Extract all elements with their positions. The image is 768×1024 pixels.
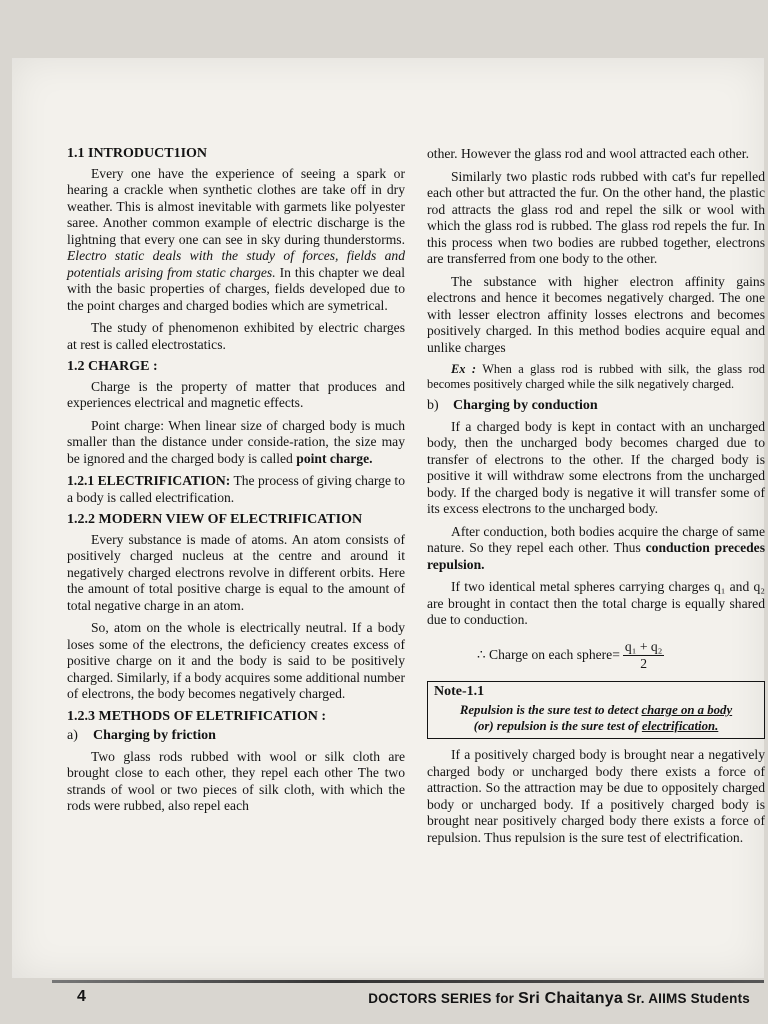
- point-charge-text: When linear size of charged body is much smaller than the distance under conside-ration, the size may be ignored and the charged body is called: [67, 417, 405, 466]
- note-line1-emphasis: charge on a body: [641, 703, 733, 717]
- right-column: [427, 146, 765, 852]
- attraction-repulsion-paragraph: If a positively charged body is brought near a negatively charged body or uncharged body there exists a force of attraction. So the attraction may be due to oppositely charged body or uncharged body. If a positively charged body is brought near positively charged body there exists a force of repulsion. Thus repulsion is the sure test of electrification.: [427, 747, 765, 845]
- electron-affinity-paragraph: The substance with higher electron affinity gains electrons and hence it becomes negatively charged. The one with lesser electron affinity losses electrons and becomes positively charged. In this method bodies acquire equal and unlike charges: [427, 273, 765, 355]
- intro-definition: Electro static deals with the study of forces, fields and potentials arising from static charges.: [67, 248, 405, 280]
- conduction-title: Charging by conduction: [453, 398, 598, 413]
- conduction-paragraph-1: If a charged body is kept in contact with an uncharged body, then the uncharged body becomes charged due to transfer of electrons to the other. If the charged body is positive it will withdraw some electrons from the uncharged body. If the charged body is negative it will transfer some of its excess electrons to the uncharged body.: [427, 418, 765, 516]
- formula-label: ∴ Charge on each sphere=: [477, 647, 620, 663]
- footer-rule: [52, 980, 764, 983]
- section-heading-electrification: 1.2.1 ELECTRIFICATION:: [67, 473, 231, 488]
- example-text: When a glass rod is rubbed with silk, the glass rod becomes positively charged while the silk negatively charged.: [427, 362, 765, 391]
- formula-denominator: 2: [640, 656, 648, 671]
- section-heading-introduction: 1.1 INTRODUCT1ION: [67, 146, 208, 161]
- charge-definition: Charge is the property of matter that produces and experiences electrical and magnetic effects.: [67, 378, 405, 410]
- electrostatics-definition: The study of phenomenon exhibited by electric charges at rest is called electrostatics.: [67, 320, 405, 352]
- electrification-paragraph: [67, 473, 405, 506]
- footer-series-suffix: Sr. AIIMS Students: [626, 991, 750, 1006]
- conduction-marker: b): [427, 398, 439, 413]
- document-page: [12, 58, 765, 1007]
- section-heading-modern-view: 1.2.2 MODERN VIEW OF ELECTRIFICATION: [67, 512, 363, 527]
- modern-view-paragraph-1: Every substance is made of atoms. An atom consists of positively charged nucleus at the centre and around it negatively charged electrons revolve in different orbits. Here the amount of total positive charge is equal to the amount of total negative charge in an atom.: [67, 531, 405, 613]
- left-column: [67, 146, 405, 821]
- friction-title: Charging by friction: [93, 728, 216, 743]
- page-number: 4: [77, 988, 86, 1005]
- electrification-text: The process of giving charge to a body is called electrification.: [67, 473, 405, 505]
- formula-numerator: q₁ + q₂: [623, 639, 665, 657]
- conduction-keyword: conduction precedes repulsion.: [427, 540, 765, 572]
- friction-marker: a): [67, 728, 78, 743]
- formula-fraction: [623, 639, 665, 673]
- section-heading-charge: 1.2 CHARGE :: [67, 359, 158, 374]
- note-body: [434, 702, 758, 734]
- note-title: Note-1.1: [434, 683, 485, 699]
- note-line1-text: Repulsion is the sure test to detect: [459, 703, 639, 717]
- spheres-paragraph: If two identical metal spheres carrying charges q₁ and q₂ are brought in contact then the total charge is equally shared due to conduction.: [427, 579, 765, 627]
- footer-series: [368, 990, 750, 1008]
- intro-text-b: In this chapter we deal with the basic properties of charges, fields developed due to the point charges and charged bodies which are symetrical.: [67, 264, 405, 313]
- friction-paragraph: Two glass rods rubbed with wool or silk cloth are brought close to each other, they repel each other The two strands of wool or two pieces of silk cloth, with which the rods were rubbed, also repel each: [67, 748, 405, 813]
- conduction-text: After conduction, both bodies acquire the charge of same nature. So they repel each other. Thus: [427, 523, 765, 555]
- subheading-friction: [67, 728, 405, 745]
- point-charge-keyword: point charge.: [296, 450, 373, 466]
- continuation-paragraph: other. However the glass rod and wool attracted each other.: [427, 146, 749, 161]
- charge-formula: [477, 639, 765, 673]
- note-box: [427, 681, 765, 740]
- section-heading-methods: 1.2.3 METHODS OF ELETRIFICATION :: [67, 708, 327, 724]
- point-charge-paragraph: [67, 418, 405, 468]
- intro-paragraph: [67, 166, 405, 315]
- footer-brand: Sri Chaitanya: [518, 990, 623, 1007]
- plastic-rod-paragraph: Similarly two plastic rods rubbed with cat's fur repelled each other but attracted the fur. On the other hand, the plastic rod attracts the glass rod and repel the silk or wool with which the glass rod is rubbed. The glass rod repels the fur. In this process when two bodies are rubbed together, electrons are transferred from one body to the other.: [427, 168, 765, 266]
- example-paragraph: [427, 362, 765, 392]
- point-charge-label: Point charge:: [91, 417, 164, 433]
- note-line2-text: (or) repulsion is the sure test of: [473, 719, 639, 733]
- modern-view-paragraph-2: So, atom on the whole is electrically neutral. If a body loses some of the electrons, the deficiency creates excess of positive charge on it and the body is said to be positively charged. Similarly, if a body acquires some additional number of electrons, the body becomes negatively charged.: [67, 620, 405, 701]
- note-line2-emphasis: electrification.: [641, 719, 719, 733]
- example-label: Ex :: [451, 362, 477, 376]
- conduction-paragraph-2: [427, 524, 765, 574]
- intro-text-a: Every one have the experience of seeing a spark or hearing a crackle when synthetic clothes are take off in dry weather. This is almost inevitable with garmets like polyester saree. Another common example of electric discharge is the lightning that every one can see in sky during thunderstorms.: [67, 165, 405, 247]
- footer-series-prefix: DOCTORS SERIES for: [368, 991, 515, 1006]
- subheading-conduction: [427, 398, 765, 415]
